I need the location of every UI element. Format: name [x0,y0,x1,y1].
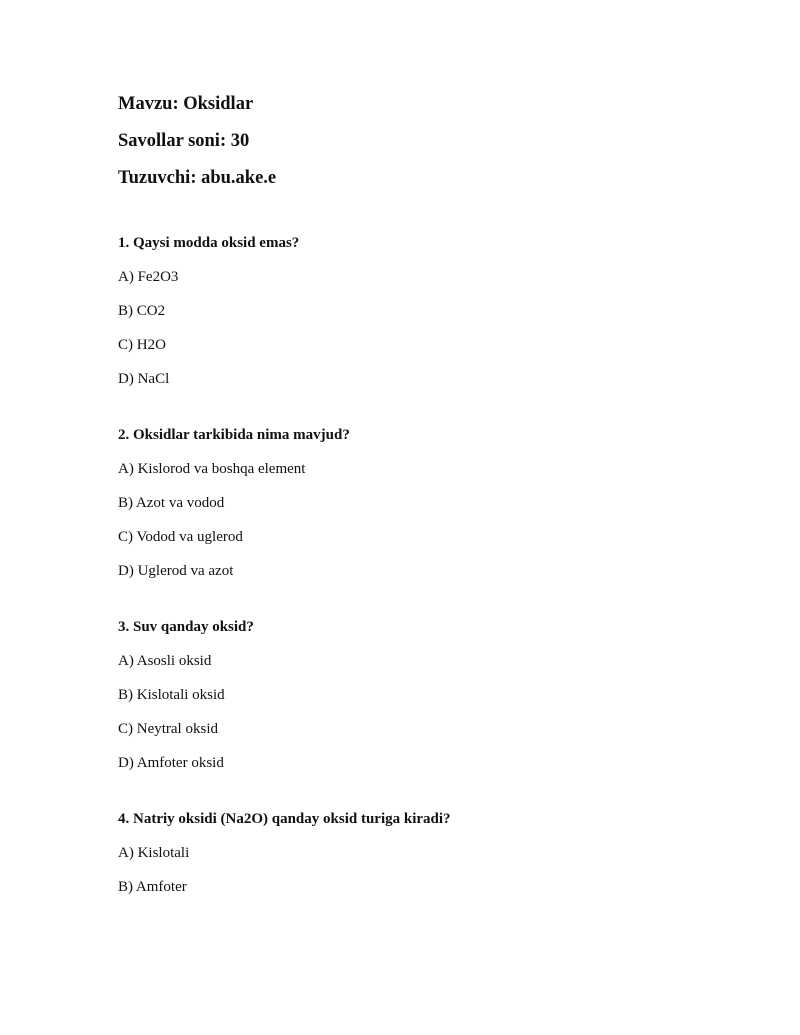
question-block-3 [118,618,738,772]
answer-option: A) Kislorod va boshqa element [118,461,306,477]
question-block-1 [118,234,738,388]
answer-option: D) Amfoter oksid [118,755,224,771]
question-block-4 [118,810,738,896]
document-header [118,93,738,189]
author-heading: Tuzuvchi: abu.ake.e [118,168,277,188]
question-block-2 [118,426,738,580]
question-count-heading: Savollar soni: 30 [118,131,250,151]
answer-option: C) Vodod va uglerod [118,529,243,545]
question-text: 3. Suv qanday oksid? [118,619,254,635]
answer-option: A) Fe2O3 [118,269,179,285]
answer-option: D) Uglerod va azot [118,563,234,579]
topic-heading: Mavzu: Oksidlar [118,94,254,114]
answer-option: B) CO2 [118,303,166,319]
answer-option: C) H2O [118,337,166,353]
answer-option: B) Amfoter [118,879,187,895]
question-text: 2. Oksidlar tarkibida nima mavjud? [118,427,350,443]
question-list [118,234,738,896]
answer-option: A) Kislotali [118,845,190,861]
answer-option: B) Azot va vodod [118,495,225,511]
answer-option: D) NaCl [118,371,170,387]
question-text: 1. Qaysi modda oksid emas? [118,235,300,251]
answer-option: C) Neytral oksid [118,721,218,737]
question-text: 4. Natriy oksidi (Na2O) qanday oksid turiga kiradi? [118,811,451,827]
answer-option: A) Asosli oksid [118,653,212,669]
document-page [118,93,738,934]
answer-option: B) Kislotali oksid [118,687,225,703]
